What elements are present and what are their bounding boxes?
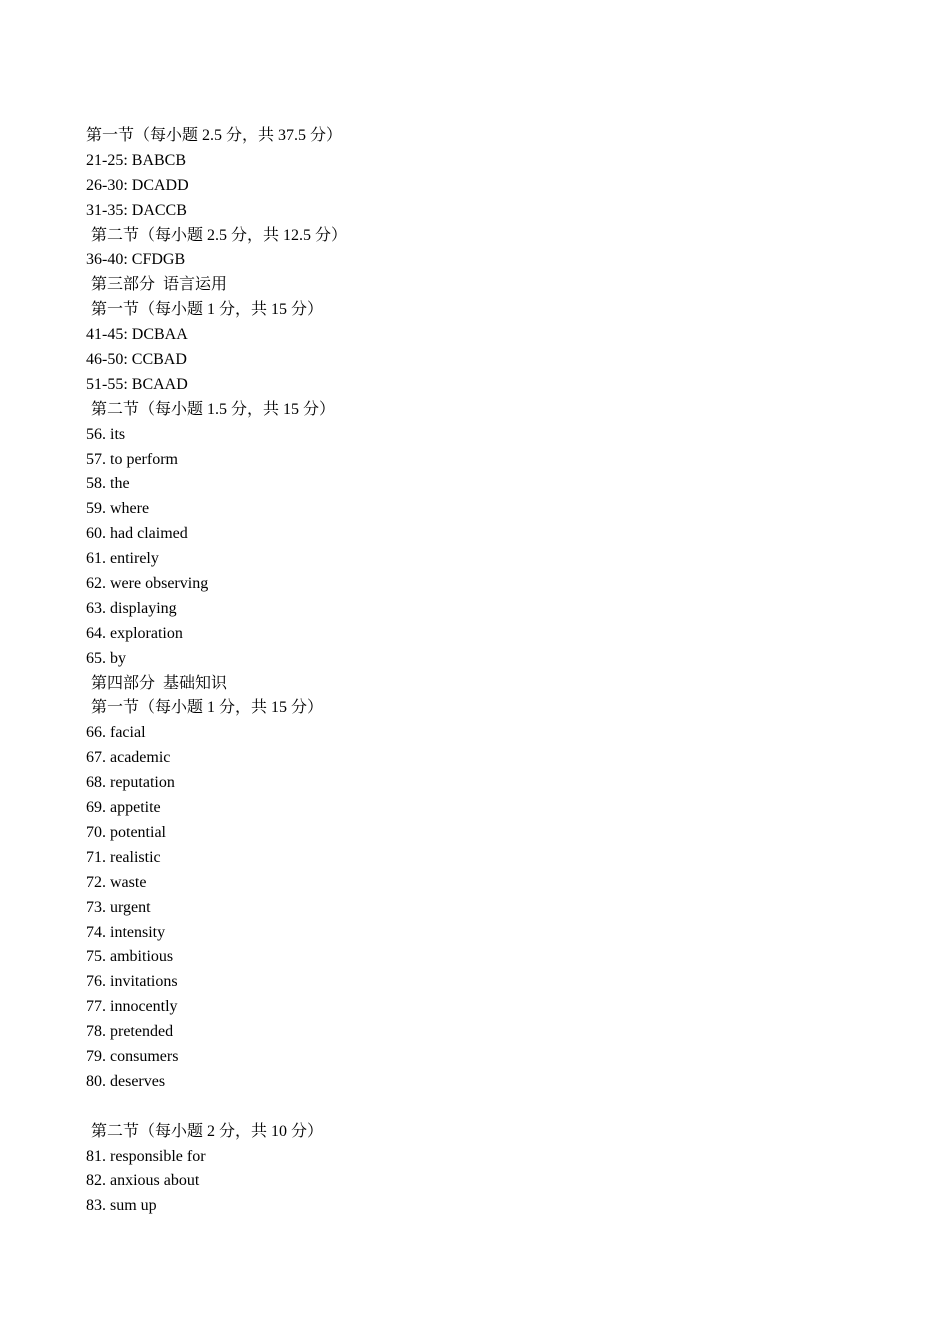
answer-line: 59. where	[86, 500, 150, 518]
answer-line: 76. invitations	[86, 973, 178, 991]
answer-key-body	[86, 124, 886, 1219]
answer-line: 82. anxious about	[86, 1172, 200, 1190]
answer-line: 73. urgent	[86, 898, 151, 916]
answer-line: 31-35: DACCB	[86, 201, 187, 219]
answer-line: 71. realistic	[86, 848, 161, 866]
answer-line: 57. to perform	[86, 450, 178, 468]
answer-line: 56. its	[86, 425, 126, 443]
answer-line: 62. were observing	[86, 575, 209, 593]
answer-line: 77. innocently	[86, 998, 178, 1016]
blank-line	[86, 1095, 886, 1120]
answer-line: 46-50: CCBAD	[86, 351, 187, 369]
answer-line: 69. appetite	[86, 799, 161, 817]
answer-line: 26-30: DCADD	[86, 176, 189, 194]
section-heading: 第三部分 语言运用	[91, 276, 228, 294]
answer-line: 64. exploration	[86, 624, 183, 642]
answer-line: 83. sum up	[86, 1197, 157, 1215]
section-heading: 第二节（每小题 2.5 分，共 12.5 分）	[91, 226, 348, 244]
answer-line: 81. responsible for	[86, 1147, 206, 1165]
answer-line: 36-40: CFDGB	[86, 251, 186, 269]
answer-line: 61. entirely	[86, 550, 159, 568]
answer-line: 67. academic	[86, 749, 171, 767]
answer-line: 66. facial	[86, 724, 146, 742]
answer-line: 60. had claimed	[86, 525, 188, 543]
answer-line: 80. deserves	[86, 1072, 166, 1090]
section-heading: 第四部分 基础知识	[91, 674, 228, 692]
answer-line: 74. intensity	[86, 923, 166, 941]
answer-line: 79. consumers	[86, 1047, 179, 1065]
answer-line: 58. the	[86, 475, 130, 493]
answer-line: 65. by	[86, 649, 126, 667]
answer-line: 63. displaying	[86, 599, 177, 617]
section-heading: 第一节（每小题 1 分，共 15 分）	[91, 699, 324, 717]
section-heading: 第一节（每小题 2.5 分，共 37.5 分）	[86, 127, 343, 144]
answer-line: 41-45: DCBAA	[86, 326, 188, 344]
answer-line: 78. pretended	[86, 1023, 174, 1041]
answer-line: 70. potential	[86, 823, 166, 841]
answer-line: 68. reputation	[86, 774, 175, 792]
answer-line: 75. ambitious	[86, 948, 174, 966]
section-heading: 第一节（每小题 1 分，共 15 分）	[91, 301, 324, 319]
section-heading: 第二节（每小题 1.5 分，共 15 分）	[91, 400, 336, 418]
section-heading: 第二节（每小题 2 分，共 10 分）	[91, 1122, 324, 1140]
answer-line: 21-25: BABCB	[86, 151, 187, 169]
answer-line: 72. waste	[86, 873, 147, 891]
answer-line: 51-55: BCAAD	[86, 375, 188, 393]
